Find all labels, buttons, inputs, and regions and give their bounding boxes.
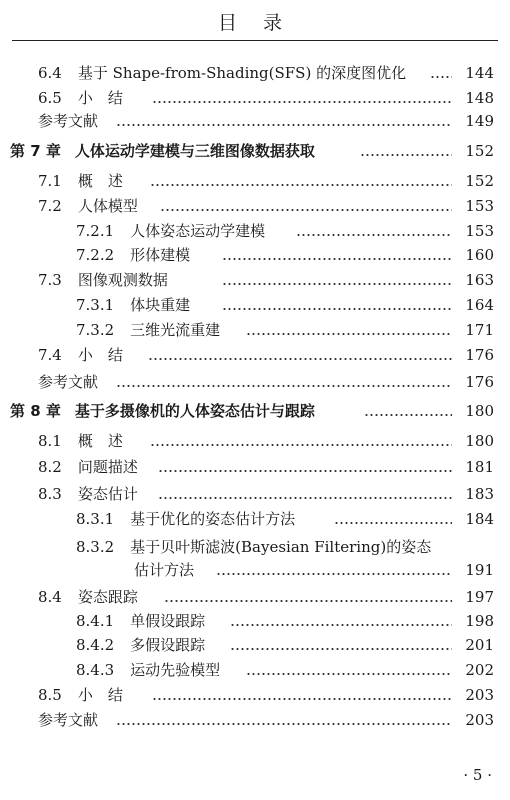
- toc-entry[interactable]: [0, 506, 510, 532]
- toc-page-number: 152: [465, 172, 494, 190]
- toc-entry-title: [10, 138, 315, 164]
- toc-entry-text: 形体建模: [130, 246, 191, 264]
- toc-entry-number: 8.4.1: [76, 612, 115, 630]
- dot-leader: [160, 208, 452, 212]
- toc-entry-number: 8.1: [38, 432, 62, 450]
- toc-page-number: 203: [465, 686, 494, 704]
- toc-entry-title: [76, 317, 220, 343]
- toc-entry-number: 6.5: [38, 89, 62, 107]
- toc-entry-text: 人体模型: [77, 197, 138, 215]
- toc-entry-text: 运动先验模型: [130, 661, 221, 679]
- header-rule: [12, 40, 498, 41]
- dot-leader: [222, 257, 452, 261]
- dot-leader: [150, 443, 452, 447]
- toc-page-number: 164: [465, 296, 494, 314]
- dot-leader: [246, 672, 452, 676]
- toc-entry-text: 概 述: [77, 432, 123, 450]
- toc-page-number: 171: [465, 321, 494, 339]
- dot-leader: [116, 123, 452, 127]
- toc-entry-title: [38, 342, 123, 368]
- toc-page-number: 183: [465, 485, 494, 503]
- toc-entry-text: 问题描述: [77, 458, 138, 476]
- dot-leader: [246, 332, 452, 336]
- dot-leader: [296, 233, 452, 237]
- toc-entry-number: 7.3.2: [76, 321, 115, 339]
- toc-entry[interactable]: [0, 428, 510, 454]
- toc-entry-number: 7.1: [38, 172, 62, 190]
- toc-entry[interactable]: [0, 657, 510, 683]
- dot-leader: [148, 357, 452, 361]
- toc-entry[interactable]: [0, 108, 510, 134]
- toc-entry[interactable]: [0, 342, 510, 368]
- toc-entry[interactable]: [0, 267, 510, 293]
- toc-page-number: 149: [465, 112, 494, 130]
- toc-entry-number: 7.2.2: [76, 246, 115, 264]
- toc-entry-title: [76, 218, 265, 244]
- toc-page-number: 176: [465, 373, 494, 391]
- toc-entry-text: 小 结: [77, 89, 123, 107]
- toc-entry-title: [134, 557, 194, 583]
- dot-leader: [230, 647, 452, 651]
- toc-page-number: 203: [465, 711, 494, 729]
- toc-entry-title: [76, 632, 205, 658]
- toc-entry-title: [38, 193, 138, 219]
- toc-chapter-row[interactable]: [0, 398, 510, 424]
- toc-chapter-row[interactable]: [0, 138, 510, 164]
- toc-entry[interactable]: [0, 707, 510, 733]
- dot-leader: [360, 153, 452, 157]
- toc-entry-number: 第 8 章: [10, 402, 61, 420]
- toc-entry-title: [76, 657, 220, 683]
- toc-entry-text: 单假设跟踪: [130, 612, 206, 630]
- toc-entry-number: 8.4.2: [76, 636, 115, 654]
- dot-leader: [216, 572, 452, 576]
- toc-entry[interactable]: [0, 369, 510, 395]
- toc-entry[interactable]: [0, 60, 510, 86]
- dot-leader: [222, 282, 452, 286]
- toc-page-number: 160: [465, 246, 494, 264]
- toc-entry[interactable]: [0, 608, 510, 634]
- toc-entry[interactable]: [0, 481, 510, 507]
- toc-entry-number: 8.4.3: [76, 661, 115, 679]
- dot-leader: [158, 496, 452, 500]
- dot-leader: [116, 384, 452, 388]
- toc-entry-text: 基于多摄像机的人体姿态估计与跟踪: [74, 402, 315, 420]
- toc-entry[interactable]: [0, 218, 510, 244]
- toc-entry-number: 8.2: [38, 458, 62, 476]
- toc-entry-text: 多假设跟踪: [130, 636, 206, 654]
- dot-leader: [230, 623, 452, 627]
- toc-page-number: 201: [465, 636, 494, 654]
- toc-entry-title: [38, 267, 168, 293]
- toc-entry-text: 基于 Shape-from-Shading(SFS) 的深度图优化: [77, 64, 407, 82]
- toc-page-number: 144: [465, 64, 494, 82]
- toc-page-number: 191: [465, 561, 494, 579]
- dot-leader: [152, 100, 452, 104]
- toc-entry-number: 8.3.2: [76, 538, 115, 556]
- dot-leader: [334, 521, 452, 525]
- toc-entry[interactable]: [0, 557, 510, 583]
- toc-entry-title: [10, 398, 315, 424]
- toc-entry-title: [76, 608, 205, 634]
- toc-page-number: 153: [465, 222, 494, 240]
- toc-page-number: 163: [465, 271, 494, 289]
- toc-entry-text: 姿态跟踪: [77, 588, 138, 606]
- toc-entry[interactable]: [0, 193, 510, 219]
- toc-page-number: 198: [465, 612, 494, 630]
- toc-entry-text: 人体运动学建模与三维图像数据获取: [74, 142, 315, 160]
- toc-page-number: 197: [465, 588, 494, 606]
- toc-entry-text: 小 结: [77, 686, 123, 704]
- toc-entry-text: 概 述: [77, 172, 123, 190]
- toc-entry-number: 8.5: [38, 686, 62, 704]
- toc-entry-title: [38, 584, 138, 610]
- toc-entry-number: 7.4: [38, 346, 62, 364]
- toc-entry-number: 6.4: [38, 64, 62, 82]
- toc-entry-title: [76, 242, 190, 268]
- toc-entry[interactable]: [0, 317, 510, 343]
- toc-entry-title: [76, 506, 295, 532]
- toc-entry-title: [38, 168, 123, 194]
- toc-entry-title: [38, 369, 98, 395]
- page-number: · 5 ·: [463, 766, 492, 784]
- toc-page-number: 176: [465, 346, 494, 364]
- toc-page-number: 180: [465, 432, 494, 450]
- toc-page-number: 180: [465, 402, 494, 420]
- toc-entry-text: 参考文献: [38, 373, 99, 391]
- toc-page-number: 202: [465, 661, 494, 679]
- dot-leader: [152, 697, 452, 701]
- toc-entry[interactable]: [0, 632, 510, 658]
- toc-entry-text: 基于贝叶斯滤波(Bayesian Filtering)的姿态: [130, 538, 432, 556]
- toc-entry[interactable]: [0, 292, 510, 318]
- toc-entry-title: [38, 428, 123, 454]
- toc-entry-title: [38, 682, 123, 708]
- toc-entry-number: 8.3: [38, 485, 62, 503]
- toc-page-number: 181: [465, 458, 494, 476]
- toc-entry-text: 图像观测数据: [77, 271, 168, 289]
- toc-entry-title: [38, 60, 406, 86]
- toc-entry-title: [38, 707, 98, 733]
- toc-entry-text: 姿态估计: [77, 485, 138, 503]
- toc-page-number: 152: [465, 142, 494, 160]
- dot-leader: [116, 722, 452, 726]
- toc-entry-text: 参考文献: [38, 711, 99, 729]
- toc-entry-text: 人体姿态运动学建模: [130, 222, 266, 240]
- toc-entry-title: [38, 108, 98, 134]
- toc-entry-text: 三维光流重建: [130, 321, 221, 339]
- toc-entry-text: 估计方法: [134, 561, 195, 579]
- page-header: 目 录: [217, 12, 293, 34]
- toc-entry-text: 基于优化的姿态估计方法: [130, 510, 296, 528]
- toc-entry-text: 小 结: [77, 346, 123, 364]
- dot-leader: [364, 413, 452, 417]
- toc-entry-text: 体块重建: [130, 296, 191, 314]
- dot-leader: [164, 599, 452, 603]
- dot-leader: [222, 307, 452, 311]
- toc-entry[interactable]: [0, 454, 510, 480]
- toc-entry-number: 8.3.1: [76, 510, 115, 528]
- dot-leader: [158, 469, 452, 473]
- toc-page-number: 148: [465, 89, 494, 107]
- dot-leader: [430, 75, 452, 79]
- toc-page-number: 153: [465, 197, 494, 215]
- toc-entry-number: 7.2.1: [76, 222, 115, 240]
- toc-entry-text: 参考文献: [38, 112, 99, 130]
- toc-entry[interactable]: [0, 242, 510, 268]
- toc-entry-number: 8.4: [38, 588, 62, 606]
- toc-entry[interactable]: [0, 168, 510, 194]
- dot-leader: [150, 183, 452, 187]
- toc-entry-number: 7.2: [38, 197, 62, 215]
- toc-entry-title: [76, 292, 190, 318]
- toc-entry-title: [38, 454, 138, 480]
- toc-entry-number: 7.3.1: [76, 296, 115, 314]
- toc-entry-number: 7.3: [38, 271, 62, 289]
- toc-entry-number: 第 7 章: [10, 142, 61, 160]
- toc-page-number: 184: [465, 510, 494, 528]
- toc-entry-title: [38, 481, 138, 507]
- toc-entry[interactable]: [0, 682, 510, 708]
- toc-entry[interactable]: [0, 584, 510, 610]
